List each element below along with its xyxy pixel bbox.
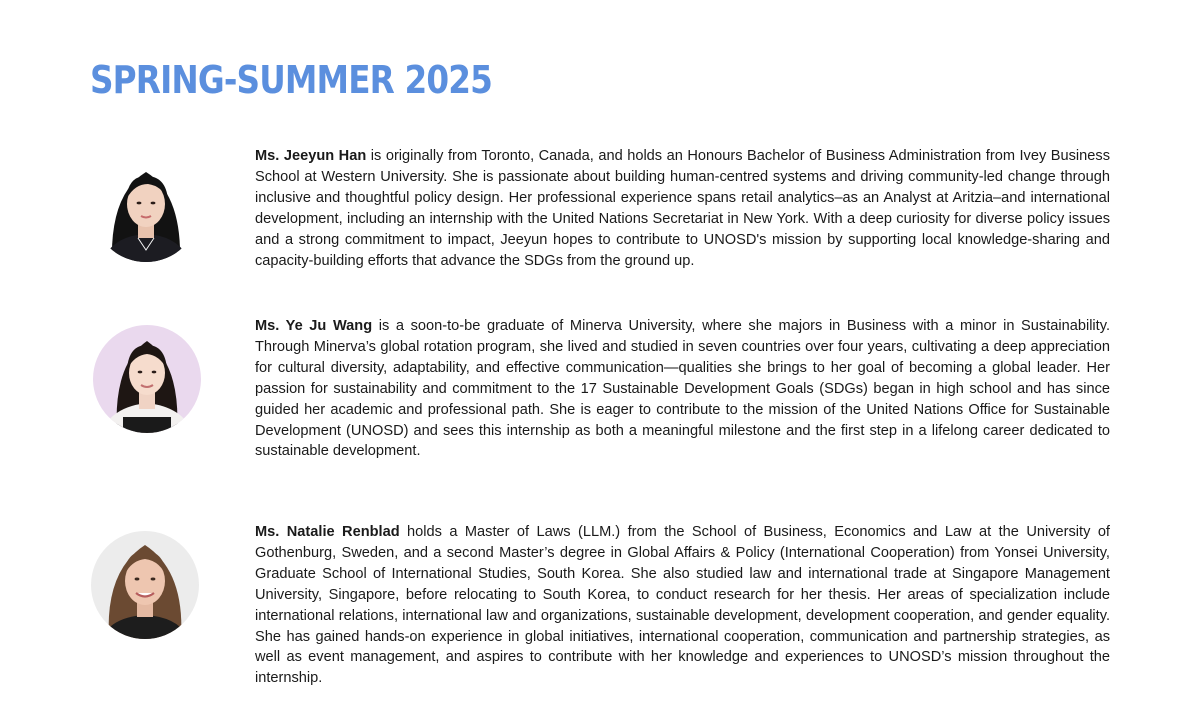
profile-bio-text: holds a Master of Laws (LLM.) from the School of Business, Economics and Law at the University of Gothenburg, Sweden, and a second Master’s degree in Global Affairs & Policy (International Cooperation) from Yonsei University, Graduate School of International Studies, South Korea. She also studied law and international trade at Singapore Management University, Singapore, before relocating to South Korea, to conduct research for her thesis. Her areas of specialization include international relations, international law and organizations, sustainable development, development cooperation, and gender equality. She has gained hands-on experience in global initiatives, international cooperation, communication and partnership strategies, as well as event management, and aspires to contribute with her knowledge and experiences to UNOSD’s mission throughout the internship. <box>255 524 1110 687</box>
profile-photo <box>92 154 200 262</box>
profile-bio-text: is a soon-to-be graduate of Minerva University, where she majors in Business with a minor in Sustainability. Through Minerva’s global rotation program, she lived and studied in seven countries over four years, cultivating a deep appreciation for cultural diversity, adaptability, and effective communication—qualities she brings to her goal of becoming a global leader. Her passion for sustainability and commitment to the 17 Sustainable Development Goals (SDGs) began in high school and has since guided her academic and professional path. She is eager to contribute to the mission of the United Nations Office for Sustainable Development (UNOSD) and sees this internship as both a meaningful milestone and the first step in a lifelong career dedicated to sustainable development. <box>255 318 1111 460</box>
profile-bio-text: is originally from Toronto, Canada, and holds an Honours Bachelor of Business Administration from Ivey Business School at Western University. She is passionate about building human-centred systems and driving community-led change through inclusive and thoughtful policy design. Her professional experience spans retail analytics–as an Analyst at Aritzia–and international development, including an internship with the United Nations Secretariat in New York. With a deep curiosity for diverse policy issues and a strong commitment to impact, Jeeyun hopes to contribute to UNOSD's mission by supporting local knowledge-sharing and capacity-building efforts that advance the SDGs from the ground up. <box>255 148 1110 269</box>
profile-name: Ms. Natalie Renblad <box>255 524 400 540</box>
profile-name: Ms. Ye Ju Wang <box>255 318 373 334</box>
profile-bio <box>255 146 1110 271</box>
profile-name: Ms. Jeeyun Han <box>255 148 367 164</box>
profile-bio <box>255 522 1110 689</box>
portrait-image <box>92 154 200 262</box>
profile-photo <box>91 531 199 639</box>
portrait-image <box>93 325 201 433</box>
page-title: SPRING-SUMMER 2025 <box>90 58 493 102</box>
portrait-image <box>91 531 199 639</box>
profile-bio <box>255 316 1110 462</box>
profile-photo <box>93 325 201 433</box>
